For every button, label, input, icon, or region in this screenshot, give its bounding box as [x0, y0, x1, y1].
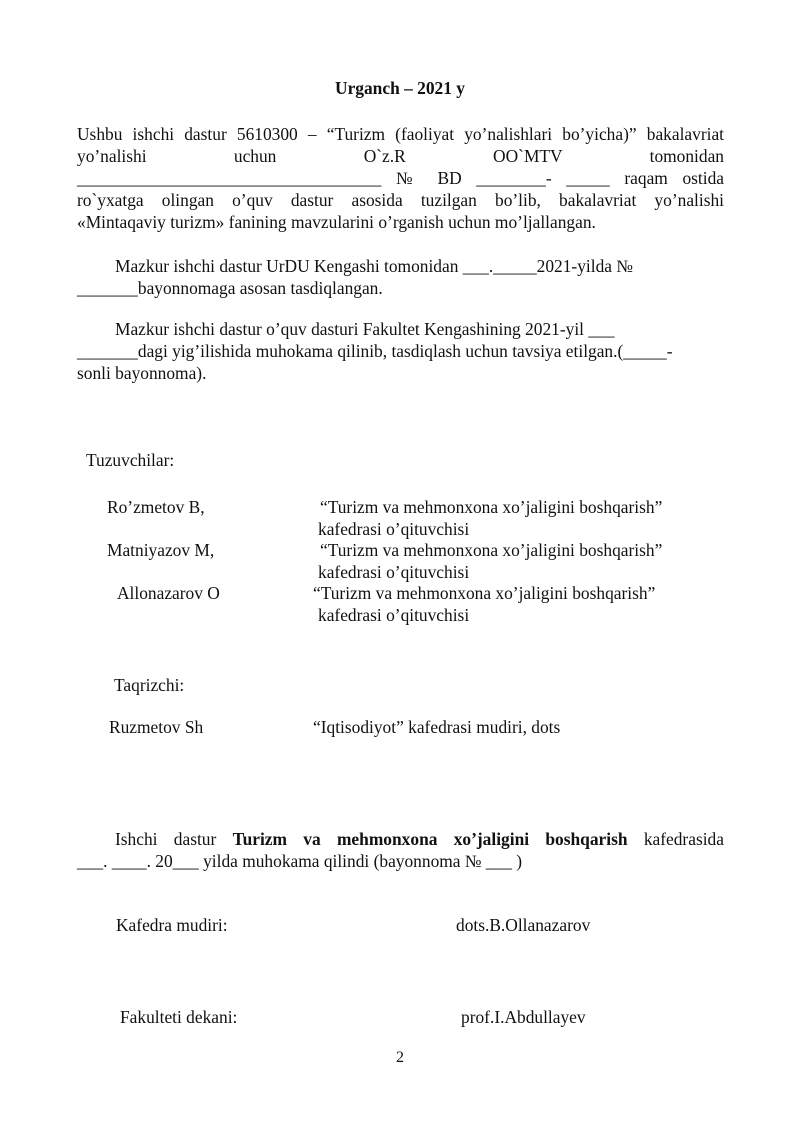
document-title: Urganch – 2021 y	[335, 78, 465, 98]
reviewer-heading: Taqrizchi:	[114, 675, 185, 695]
authors-heading: Tuzuvchilar:	[86, 450, 175, 470]
discussion-line: sonli bayonnoma).	[77, 363, 207, 383]
intro-paragraph	[77, 123, 724, 233]
reviewer-name: Ruzmetov Sh	[109, 717, 204, 737]
intro-line: yo’nalishi uchun O`z.R OO`MTV tomonidan	[77, 146, 724, 166]
author-name: Allonazarov O	[117, 583, 220, 603]
department-line: ___. ____. 20___ yilda muhokama qilindi (bayonnoma № ___ )	[77, 851, 523, 871]
author-name: Matniyazov M,	[107, 540, 215, 560]
intro-line: ___________________________________ № BD ________- _____ raqam ostida	[77, 168, 724, 188]
department-line	[77, 828, 724, 850]
department-paragraph	[77, 828, 724, 872]
author-position: “Turizm va mehmonxona xo’jaligini boshqarish”	[313, 583, 656, 603]
approval-paragraph	[77, 255, 724, 299]
author-position: “Turizm va mehmonxona xo’jaligini boshqarish”	[320, 540, 663, 560]
department-suffix: kafedrasida	[643, 829, 724, 849]
intro-line: Ushbu ishchi dastur 5610300 – “Turizm (faoliyat yo’nalishlari bo’yicha)” bakalavriat	[77, 124, 724, 144]
author-position-dept: kafedrasi o’qituvchisi	[318, 519, 470, 539]
discussion-paragraph	[77, 318, 724, 384]
signature-role: Fakulteti dekani:	[120, 1007, 238, 1027]
signature-role: Kafedra mudiri:	[116, 915, 228, 935]
signature-person: dots.B.Ollanazarov	[456, 915, 591, 935]
department-prefix: Ishchi dastur	[115, 829, 217, 849]
department-name: Turizm va mehmonxona xo’jaligini boshqarish	[232, 829, 628, 849]
approval-line: _______bayonnomaga asosan tasdiqlangan.	[77, 278, 383, 298]
signature-person: prof.I.Abdullayev	[461, 1007, 586, 1027]
author-position-dept: kafedrasi o’qituvchisi	[318, 605, 470, 625]
discussion-line: _______dagi yig’ilishida muhokama qilinib, tasdiqlash uchun tavsiya etilgan.(_____-	[77, 341, 673, 361]
approval-line: Mazkur ishchi dastur UrDU Kengashi tomonidan ___._____2021-yilda №	[115, 256, 633, 276]
reviewer-position: “Iqtisodiyot” kafedrasi mudiri, dots	[313, 717, 561, 737]
page-number: 2	[396, 1049, 404, 1066]
author-position-dept: kafedrasi o’qituvchisi	[318, 562, 470, 582]
intro-line: ro`yxatga olingan o’quv dastur asosida tuzilgan bo’lib, bakalavriat yo’nalishi	[77, 190, 724, 210]
author-name: Ro’zmetov B,	[107, 497, 205, 517]
discussion-line: Mazkur ishchi dastur o’quv dasturi Fakultet Kengashining 2021-yil ___	[115, 319, 615, 339]
author-position: “Turizm va mehmonxona xo’jaligini boshqarish”	[320, 497, 663, 517]
intro-line: «Mintaqaviy turizm» fanining mavzularini o’rganish uchun mo’ljallangan.	[77, 212, 596, 232]
